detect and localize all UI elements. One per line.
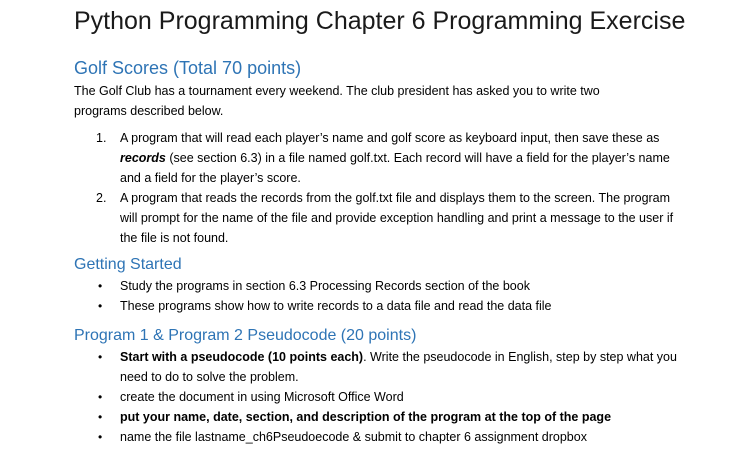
getting-started-list — [74, 276, 690, 316]
golf-programs-list — [74, 128, 690, 248]
bullet-icon: • — [98, 410, 103, 424]
bullet-icon: • — [98, 430, 103, 444]
list-item: • These programs show how to write records to a data file and read the data file — [74, 296, 690, 316]
list-item: • Start with a pseudocode (10 points each). Write the pseudocode in English, step by step what you need to do to solve the problem. — [74, 347, 690, 387]
document-title: Python Programming Chapter 6 Programming Exercise — [74, 7, 686, 35]
bullet-icon: • — [98, 299, 103, 313]
list-item: • create the document in using Microsoft Office Word — [74, 387, 690, 407]
records-emphasis: records — [120, 151, 166, 165]
golf-program-item-1: 1. A program that will read each player’s name and golf score as keyboard input, then save these as records (see section 6.3) in a file named golf.txt. Each record will have a field for the player’s name and a field for the player’s score. — [74, 128, 690, 188]
golf-scores-heading: Golf Scores (Total 70 points) — [74, 58, 302, 78]
list-item: • Study the programs in section 6.3 Processing Records section of the book — [74, 276, 690, 296]
list-number: 2. — [96, 191, 107, 205]
golf-program-item-2: 2. A program that reads the records from the golf.txt file and displays them to the screen. The program will prompt for the name of the file and provide exception handling and print a message to the user if the file is not found. — [74, 188, 690, 248]
list-item: • put your name, date, section, and description of the program at the top of the page — [74, 407, 690, 427]
pseudocode-list — [74, 347, 690, 447]
golf-intro-paragraph: The Golf Club has a tournament every weekend. The club president has asked you to write two programs described below. — [74, 84, 600, 118]
bullet-icon: • — [98, 279, 103, 293]
bullet-icon: • — [98, 350, 103, 364]
list-item: • name the file lastname_ch6Pseudoecode & submit to chapter 6 assignment dropbox — [74, 427, 690, 447]
list-number: 1. — [96, 131, 107, 145]
pseudocode-heading: Program 1 & Program 2 Pseudocode (20 points) — [74, 327, 417, 344]
getting-started-heading: Getting Started — [74, 256, 182, 273]
bullet-icon: • — [98, 390, 103, 404]
